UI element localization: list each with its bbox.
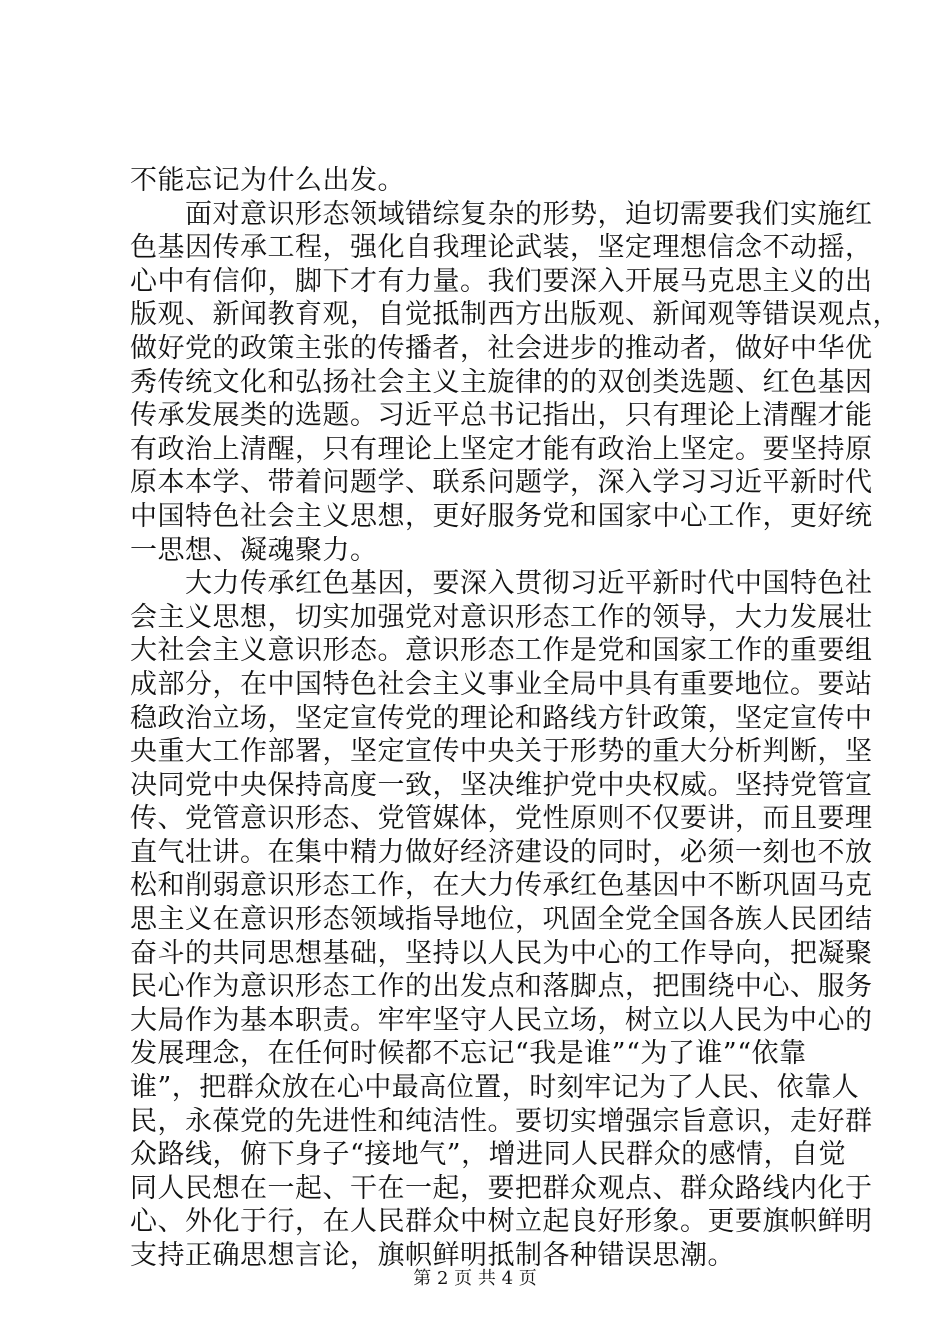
- text-line: 思主义在意识形态领域指导地位，巩固全党全国各族人民团结: [130, 904, 873, 936]
- text-line: 稳政治立场，坚定宣传党的理论和路线方针政策，坚定宣传中: [130, 702, 873, 734]
- text-line: 面对意识形态领域错综复杂的形势，迫切需要我们实施红: [130, 198, 873, 230]
- text-line: 会主义思想，切实加强党对意识形态工作的领导，大力发展壮: [130, 601, 873, 633]
- text-line: 原本本学、带着问题学、联系问题学，深入学习习近平新时代: [130, 467, 873, 499]
- text-line: 传承发展类的选题。习近平总书记指出，只有理论上清醒才能: [130, 400, 873, 432]
- text-line: 传、党管意识形态、党管媒体，党性原则不仅要讲，而且要理: [130, 803, 873, 835]
- page-footer: 第 2 页 共 4 页: [413, 1268, 537, 1289]
- text-line: 秀传统文化和弘扬社会主义主旋律的的双创类选题、红色基因: [130, 366, 873, 398]
- text-line: 有政治上清醒，只有理论上坚定才能有政治上坚定。要坚持原: [130, 433, 873, 465]
- document-body: [130, 164, 900, 1273]
- text-line: 一思想、凝魂聚力。: [130, 534, 378, 566]
- text-line: 决同党中央保持高度一致，坚决维护党中央权威。坚持党管宣: [130, 769, 873, 801]
- text-line: 不能忘记为什么出发。: [130, 165, 405, 196]
- text-line: 大局作为基本职责。牢牢坚守人民立场，树立以人民为中心的: [130, 1004, 873, 1036]
- text-line: 版观、新闻教育观，自觉抵制西方出版观、新闻观等错误观点，: [130, 299, 900, 331]
- text-line: 中国特色社会主义思想，更好服务党和国家中心工作，更好统: [130, 500, 873, 532]
- text-line: 心、外化于行，在人民群众中树立起良好形象。更要旗帜鲜明: [130, 1206, 873, 1238]
- text-line: 民心作为意识形态工作的出发点和落脚点，把围绕中心、服务: [130, 971, 873, 1003]
- text-line: 松和削弱意识形态工作，在大力传承红色基因中不断巩固马克: [130, 870, 873, 902]
- text-line: 色基因传承工程，强化自我理论武装，坚定理想信念不动摇，: [130, 232, 873, 264]
- text-line: 成部分，在中国特色社会主义事业全局中具有重要地位。要站: [130, 668, 873, 700]
- text-line: 众路线，俯下身子“接地气”，增进同人民群众的感情，自觉: [130, 1139, 847, 1171]
- text-line: 直气壮讲。在集中精力做好经济建设的同时，必须一刻也不放: [130, 836, 873, 868]
- text-line: 奋斗的共同思想基础，坚持以人民为中心的工作导向，把凝聚: [130, 937, 873, 969]
- text-line: 谁”，把群众放在心中最高位置，时刻牢记为了人民、依靠人: [130, 1072, 860, 1104]
- text-line: 心中有信仰，脚下才有力量。我们要深入开展马克思主义的出: [130, 265, 873, 297]
- text-line: 央重大工作部署，坚定宣传中央关于形势的重大分析判断，坚: [130, 736, 873, 768]
- text-line: 发展理念，在任何时候都不忘记“我是谁”“为了谁”“依靠: [130, 1038, 807, 1070]
- text-line: 同人民想在一起、干在一起，要把群众观点、群众路线内化于: [130, 1172, 873, 1204]
- text-line: 做好党的政策主张的传播者，社会进步的推动者，做好中华优: [130, 332, 873, 364]
- text-line: 大社会主义意识形态。意识形态工作是党和国家工作的重要组: [130, 635, 873, 667]
- text-line: 大力传承红色基因，要深入贯彻习近平新时代中国特色社: [130, 568, 873, 600]
- text-line: 民，永葆党的先进性和纯洁性。要切实增强宗旨意识，走好群: [130, 1105, 873, 1137]
- text-line: 支持正确思想言论，旗帜鲜明抵制各种错误思潮。: [130, 1240, 735, 1271]
